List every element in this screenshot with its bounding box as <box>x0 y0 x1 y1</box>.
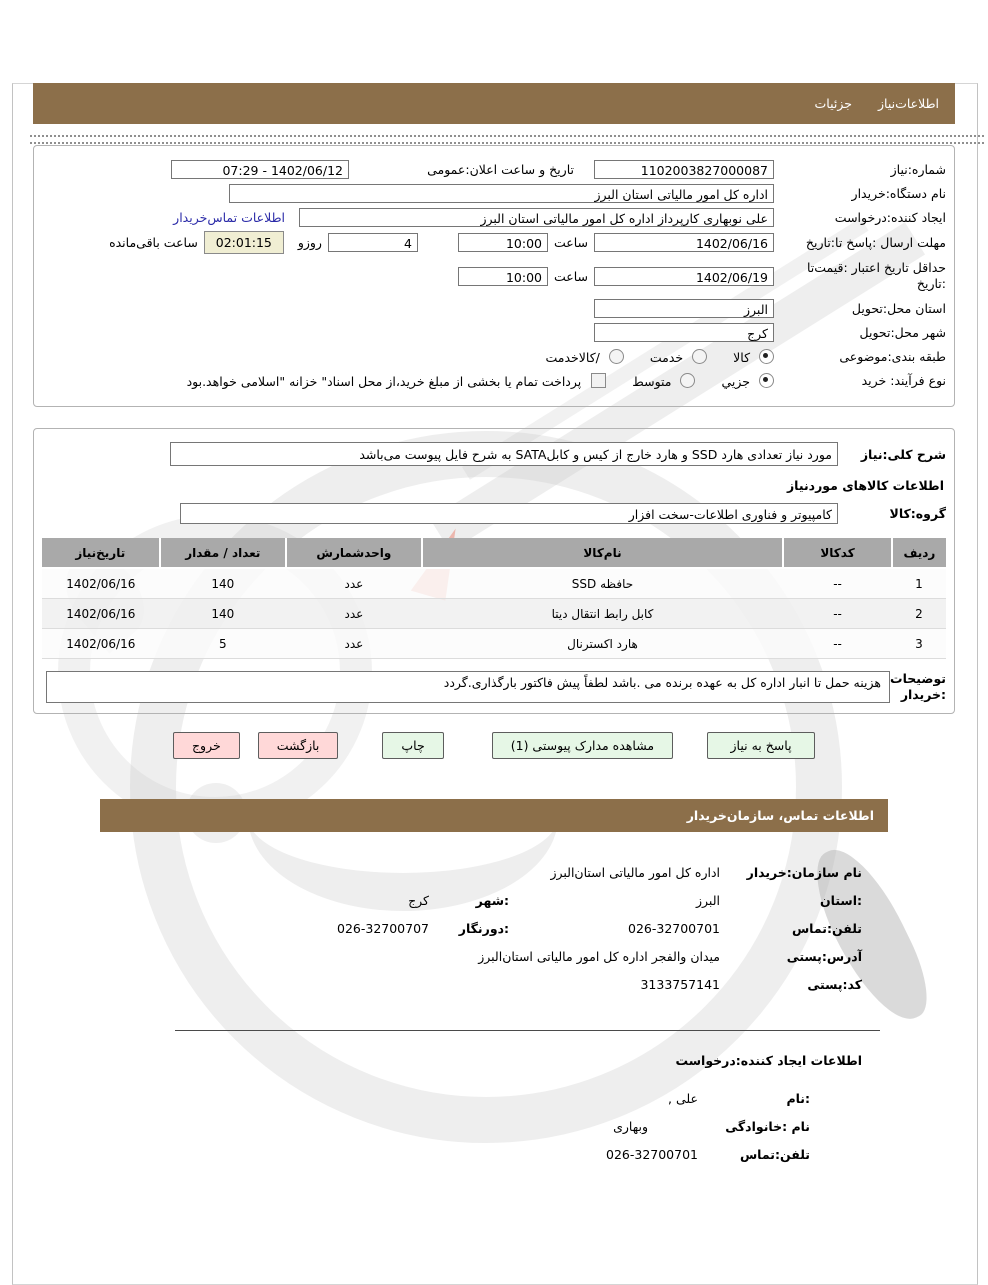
category-option-goods-service-label: /کالاخدمت <box>545 349 600 365</box>
col-row-number: ردیف <box>892 538 946 568</box>
phone-value: 026-32700701 <box>628 920 720 936</box>
exit-button[interactable]: خروج <box>173 732 240 759</box>
price-validity-time-field[interactable]: 10:00 <box>458 267 548 286</box>
top-dotted-divider <box>30 135 984 144</box>
request-creator-block <box>122 1053 862 1168</box>
fax-value: 026-32700707 <box>337 920 429 936</box>
process-option-medium-label: متوسط <box>632 373 672 389</box>
countdown-timer: 02:01:15 <box>204 231 284 254</box>
delivery-province-field[interactable]: البرز <box>594 299 774 318</box>
category-option-service[interactable] <box>650 349 707 365</box>
goods-group-field[interactable]: کامپیوتر و فناوری اطلاعات-سخت افزار <box>180 503 838 524</box>
need-desc-row <box>42 442 946 466</box>
col-item-code: کدکالا <box>783 538 891 568</box>
price-validity-date-field[interactable]: 1402/06/19 <box>594 267 774 286</box>
need-desc-field[interactable]: مورد نیاز تعدادی هارد SSD و هارد خارج از کیس و کابلSATA به شرح فایل پیوست می‌باشد <box>170 442 838 466</box>
goods-group-label: گروه:کالا <box>889 506 946 521</box>
need-number-field[interactable]: 1102003827000087 <box>594 160 774 179</box>
creator-label: ایجاد کننده:درخواست <box>834 210 946 225</box>
province-label: :استان <box>819 892 862 908</box>
days-label: روزو <box>297 235 322 250</box>
price-validity-row <box>42 257 946 295</box>
cell-item-name: حافظه SSD <box>422 568 784 599</box>
need-desc-label: شرح کلی:نیاز <box>860 446 946 462</box>
table-row <box>42 599 946 629</box>
need-details-box <box>33 428 955 714</box>
last-name-label: نام :خانوادگی <box>725 1118 810 1134</box>
cell-row-number: 2 <box>892 599 946 629</box>
process-type-label: نوع فرآیند: خرید <box>861 373 946 388</box>
buyer-contact-block <box>122 858 862 998</box>
city-label: :شهر <box>475 892 509 908</box>
cell-item-code: -- <box>783 568 891 599</box>
category-option-goods-label: کالا <box>733 349 751 365</box>
process-type-row <box>42 370 946 391</box>
delivery-province-label: استان محل:تحویل <box>851 301 946 316</box>
creator-phone-label: تلفن:تماس <box>739 1146 810 1162</box>
cell-item-name: هارد اکسترنال <box>422 629 784 659</box>
org-name-row <box>122 858 862 886</box>
reply-deadline-date-field[interactable]: 1402/06/16 <box>594 233 774 252</box>
treasury-checkbox-icon[interactable] <box>591 373 606 388</box>
first-name-value: علی , <box>668 1090 698 1106</box>
first-name-label: :نام <box>786 1090 810 1106</box>
radio-medium-icon[interactable] <box>680 373 695 388</box>
buyer-contact-header: اطلاعات تماس، سازمان‌خریدار <box>100 799 888 832</box>
need-number-row <box>42 159 946 180</box>
reply-deadline-time-field[interactable]: 10:00 <box>458 233 548 252</box>
delivery-province-row <box>42 298 946 319</box>
table-row <box>42 629 946 659</box>
col-need-date: تاریخ‌نیاز <box>42 538 160 568</box>
buyer-contact-link[interactable]: اطلاعات تماس‌خریدار <box>173 210 285 225</box>
buyer-org-row <box>42 183 946 204</box>
goods-group-row <box>42 503 946 524</box>
province-value: البرز <box>696 892 720 908</box>
col-item-name: نام‌کالا <box>422 538 784 568</box>
city-value: کرج <box>408 892 429 908</box>
postal-code-row <box>122 970 862 998</box>
category-option-goods-service[interactable] <box>546 349 624 365</box>
phone-label: تلفن:تماس <box>791 920 862 936</box>
phone-fax-row <box>122 914 862 942</box>
goods-info-heading: اطلاعات کالاهای موردنیاز <box>786 478 944 493</box>
cell-need-date: 1402/06/16 <box>42 568 160 599</box>
cell-quantity: 5 <box>160 629 287 659</box>
radio-minor-icon[interactable] <box>759 373 774 388</box>
cell-quantity: 140 <box>160 599 287 629</box>
last-name-value: وبهاری <box>613 1118 648 1134</box>
last-name-row <box>122 1112 862 1140</box>
delivery-city-label: شهر محل:تحویل <box>859 325 946 340</box>
cell-need-date: 1402/06/16 <box>42 599 160 629</box>
process-option-minor[interactable] <box>721 373 774 389</box>
publish-datetime-label: تاریخ و ساعت اعلان:عمومی <box>427 162 574 177</box>
view-attachments-button[interactable]: مشاهده مدارک پیوستی (1) <box>492 732 673 759</box>
days-remaining-field[interactable]: 4 <box>328 233 418 252</box>
validity-hour-label: ساعت <box>553 268 588 284</box>
request-creator-heading: اطلاعات ایجاد کننده:درخواست <box>675 1053 862 1068</box>
cell-need-date: 1402/06/16 <box>42 629 160 659</box>
countdown-label: ساعت باقی‌مانده <box>109 235 198 250</box>
treasury-note-label: پرداخت تمام یا بخشی از مبلغ خرید،از محل اسناد" خزانه "اسلامی خواهد.بود <box>186 373 582 389</box>
cell-row-number: 1 <box>892 568 946 599</box>
radio-goods-icon[interactable] <box>759 349 774 364</box>
cell-row-number: 3 <box>892 629 946 659</box>
cell-unit: عدد <box>286 599 422 629</box>
buyer-remarks-label: توضیحات :خریدار <box>890 671 946 702</box>
goods-table <box>42 538 946 659</box>
address-value: میدان والفجر اداره کل امور مالیاتی استان‌البرز <box>478 948 720 964</box>
radio-service-icon[interactable] <box>692 349 707 364</box>
goods-table-header-row <box>42 538 946 568</box>
table-row <box>42 568 946 599</box>
publish-datetime-field[interactable]: 1402/06/12 - 07:29 <box>171 160 349 179</box>
cell-unit: عدد <box>286 568 422 599</box>
reply-deadline-label: مهلت ارسال :پاسخ تا:تاریخ <box>805 235 946 250</box>
org-name-label: نام سازمان:خریدار <box>746 864 862 880</box>
action-buttons <box>0 732 988 759</box>
price-validity-label: حداقل تاریخ اعتبار :قیمت‌تا :تاریخ <box>806 260 946 291</box>
buyer-org-label: نام دستگاه:خریدار <box>851 186 946 201</box>
buyer-org-field[interactable]: اداره کل امور مالیاتی استان البرز <box>229 184 774 203</box>
province-city-row <box>122 886 862 914</box>
process-option-medium[interactable] <box>632 373 695 389</box>
org-name-value: اداره کل امور مالیاتی استان‌البرز <box>550 864 720 880</box>
col-quantity: تعداد / مقدار <box>160 538 287 568</box>
cell-unit: عدد <box>286 629 422 659</box>
cell-quantity: 140 <box>160 568 287 599</box>
radio-goods-service-icon[interactable] <box>609 349 624 364</box>
col-unit: واحدشمارش <box>286 538 422 568</box>
reply-hour-label: ساعت <box>553 235 588 250</box>
category-label: طبقه بندی:موضوعی <box>839 349 946 364</box>
category-option-goods[interactable] <box>733 349 774 365</box>
address-row <box>122 942 862 970</box>
tab-need-info[interactable]: اطلاعات‌نیاز <box>877 96 939 111</box>
cell-item-code: -- <box>783 629 891 659</box>
creator-row <box>42 207 946 228</box>
category-option-service-label: خدمت <box>649 349 684 365</box>
first-name-row <box>122 1084 862 1112</box>
reply-deadline-row <box>42 231 946 254</box>
back-button[interactable]: بازگشت <box>258 732 339 759</box>
buyer-remarks-field[interactable]: هزینه حمل تا انبار اداره کل به عهده برنده می .باشد لطفاً پیش فاکتور بارگذاری.گردد <box>46 671 890 703</box>
need-number-label: شماره:نیاز <box>890 162 946 177</box>
delivery-city-row <box>42 322 946 343</box>
postal-code-value: 3133757141 <box>640 976 720 992</box>
creator-field[interactable]: علی نوبهاری کارپرداز اداره کل امور مالیاتی استان البرز <box>299 208 774 227</box>
top-tab-bar <box>33 83 955 124</box>
fax-label: :دورنگار <box>458 920 509 936</box>
treasury-note-option[interactable] <box>187 373 607 389</box>
delivery-city-field[interactable]: کرج <box>594 323 774 342</box>
buyer-remarks-row <box>42 671 946 703</box>
postal-code-label: کد:پستی <box>807 976 862 992</box>
reply-to-need-button[interactable]: پاسخ به نیاز <box>707 732 815 759</box>
cell-item-code: -- <box>783 599 891 629</box>
address-label: آدرس:پستی <box>786 948 862 964</box>
tab-details[interactable]: جزئیات <box>814 96 852 111</box>
need-summary-box <box>33 145 955 407</box>
cell-item-name: کابل رابط انتقال دیتا <box>422 599 784 629</box>
category-row <box>42 346 946 367</box>
creator-phone-row <box>122 1140 862 1168</box>
section-divider <box>175 1030 880 1031</box>
process-option-minor-label: جزیي <box>721 373 751 389</box>
creator-phone-value: 026-32700701 <box>606 1146 698 1162</box>
print-button[interactable]: چاپ <box>382 732 443 759</box>
